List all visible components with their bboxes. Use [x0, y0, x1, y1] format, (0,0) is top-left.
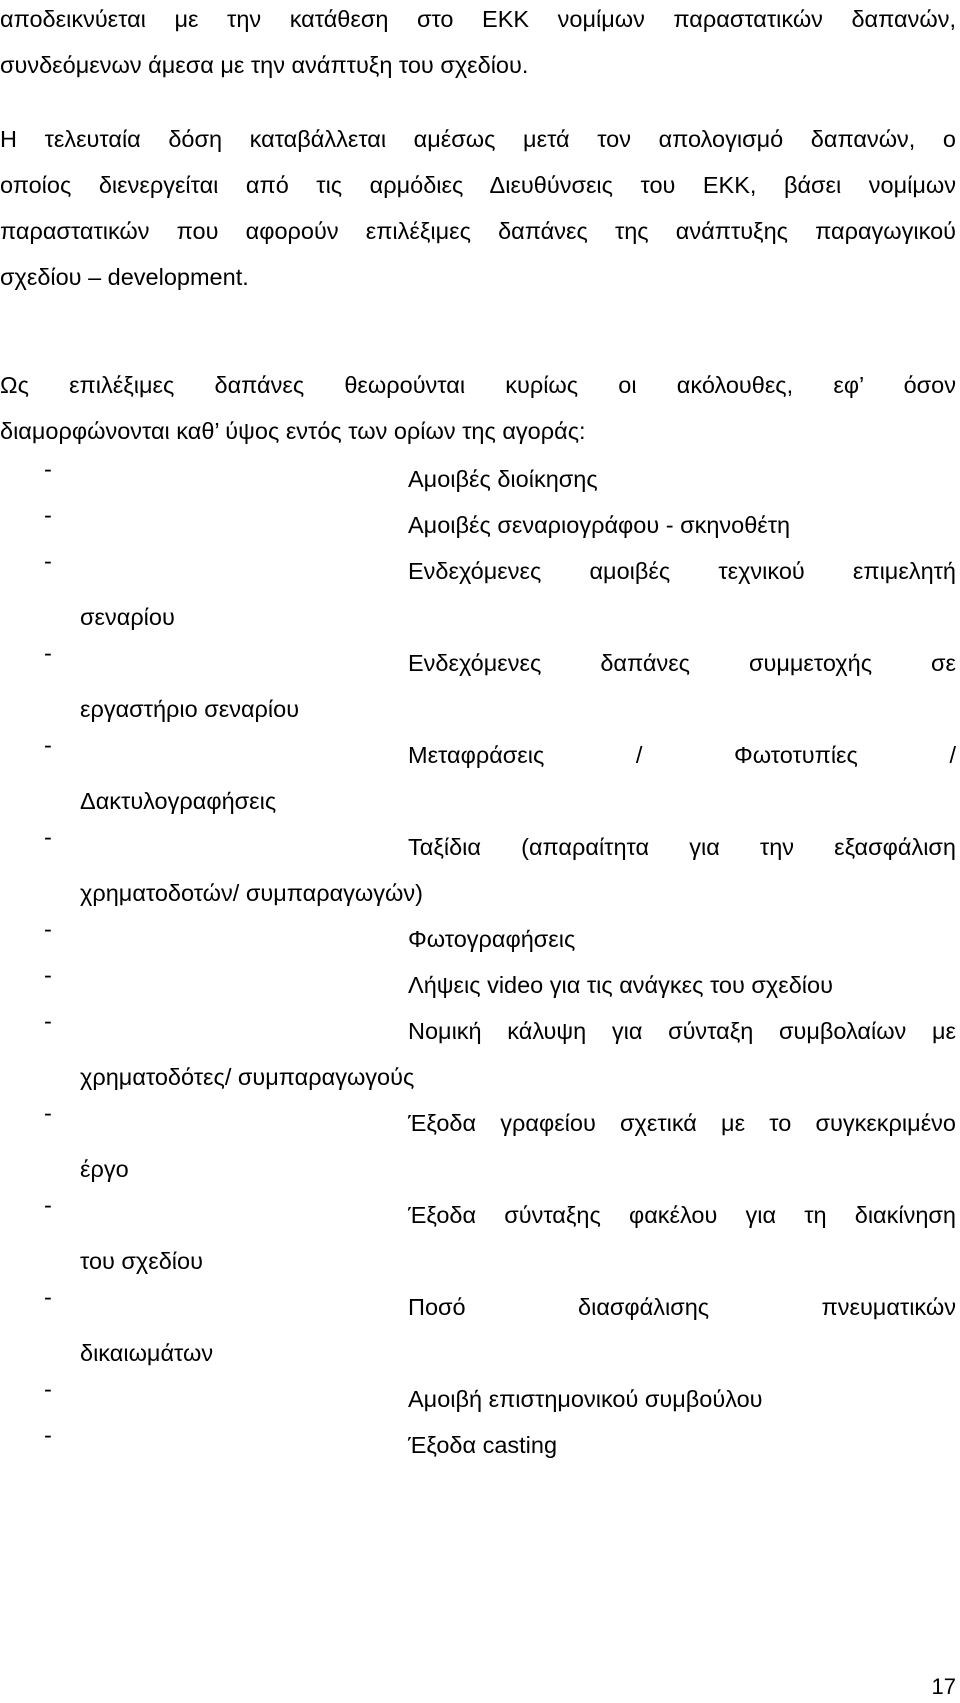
list-item-text: Αμοιβές διοίκησης	[408, 466, 598, 492]
list-item	[0, 502, 956, 548]
paragraph-1	[0, 0, 956, 88]
list-item-continuation: σεναρίου	[80, 604, 175, 630]
paragraph-2	[0, 116, 956, 300]
list-bullet: -	[44, 502, 52, 528]
paragraph-line: παραστατικών που αφορούν επιλέξιμες δαπάνες της ανάπτυξης παραγωγικού	[0, 218, 956, 244]
list-bullet: -	[44, 1192, 52, 1218]
list-item-text: Έξοδα γραφείου σχετικά με το συγκεκριμένο	[408, 1110, 956, 1136]
list-item	[0, 1376, 956, 1422]
list-item	[0, 824, 956, 916]
list-item-text: Μεταφράσεις / Φωτοτυπίες /	[408, 742, 956, 768]
list-item-text: Έξοδα casting	[408, 1432, 558, 1458]
list-item-text: Λήψεις video για τις ανάγκες του σχεδίου	[408, 972, 833, 998]
list-item	[0, 456, 956, 502]
page-number: 17	[931, 1674, 956, 1699]
list-bullet: -	[44, 732, 52, 758]
list-item	[0, 1284, 956, 1376]
list-bullet: -	[44, 456, 52, 482]
list-item-continuation: έργο	[80, 1156, 129, 1182]
list-item-text: Ενδεχόμενες δαπάνες συμμετοχής σε	[408, 650, 956, 676]
list-item	[0, 640, 956, 732]
paragraph-line: Η τελευταία δόση καταβάλλεται αμέσως μετά τον απολογισμό δαπανών, ο	[0, 126, 956, 152]
list-item-continuation: χρηματοδοτών/ συμπαραγωγών)	[80, 880, 423, 906]
list-item-text: Ενδεχόμενες αμοιβές τεχνικού επιμελητή	[408, 558, 956, 584]
list-bullet: -	[44, 1422, 52, 1448]
list-item-text: Ταξίδια (απαραίτητα για την εξασφάλιση	[408, 834, 956, 860]
list-bullet: -	[44, 824, 52, 850]
list-item-continuation: του σχεδίου	[80, 1248, 203, 1274]
list-bullet: -	[44, 1008, 52, 1034]
list-item-text: Έξοδα σύνταξης φακέλου για τη διακίνηση	[408, 1202, 956, 1228]
list-item-text: Φωτογραφήσεις	[408, 926, 576, 952]
paragraph-line: σχεδίου – development.	[0, 264, 249, 290]
paragraph-line: διαμορφώνονται καθ’ ύψος εντός των ορίων της αγοράς:	[0, 418, 586, 444]
paragraph-3	[0, 362, 956, 454]
paragraph-line: Ως επιλέξιμες δαπάνες θεωρούνται κυρίως οι ακόλουθες, εφ’ όσον	[0, 372, 956, 398]
list-item	[0, 1192, 956, 1284]
list-bullet: -	[44, 916, 52, 942]
list-item	[0, 962, 956, 1008]
paragraph-line: οποίος διενεργείται από τις αρμόδιες Διευθύνσεις του ΕΚΚ, βάσει νομίμων	[0, 172, 956, 198]
list-item-text: Αμοιβή επιστημονικού συμβούλου	[408, 1386, 763, 1412]
list-item	[0, 1422, 956, 1468]
list-bullet: -	[44, 1284, 52, 1310]
list-item-continuation: δικαιωμάτων	[80, 1340, 214, 1366]
list-bullet: -	[44, 1376, 52, 1402]
paragraph-line: συνδεόμενων άμεσα με την ανάπτυξη του σχεδίου.	[0, 52, 529, 78]
list-bullet: -	[44, 962, 52, 988]
list-item-continuation: εργαστήριο σεναρίου	[80, 696, 300, 722]
list-bullet: -	[44, 1100, 52, 1126]
list-item-text: Ποσό διασφάλισης πνευματικών	[408, 1294, 956, 1320]
list-item	[0, 1008, 956, 1100]
list-bullet: -	[44, 640, 52, 666]
list-item-continuation: χρηματοδότες/ συμπαραγωγούς	[80, 1064, 415, 1090]
list-item-text: Νομική κάλυψη για σύνταξη συμβολαίων με	[408, 1018, 956, 1044]
list-item	[0, 732, 956, 824]
list-item	[0, 916, 956, 962]
list-bullet: -	[44, 548, 52, 574]
list-item-continuation: Δακτυλογραφήσεις	[80, 788, 277, 814]
eligible-expenses-list	[0, 456, 956, 1468]
list-item	[0, 1100, 956, 1192]
list-item-text: Αμοιβές σεναριογράφου - σκηνοθέτη	[408, 512, 791, 538]
paragraph-line: αποδεικνύεται με την κατάθεση στο ΕΚΚ νομίμων παραστατικών δαπανών,	[0, 6, 956, 32]
list-item	[0, 548, 956, 640]
